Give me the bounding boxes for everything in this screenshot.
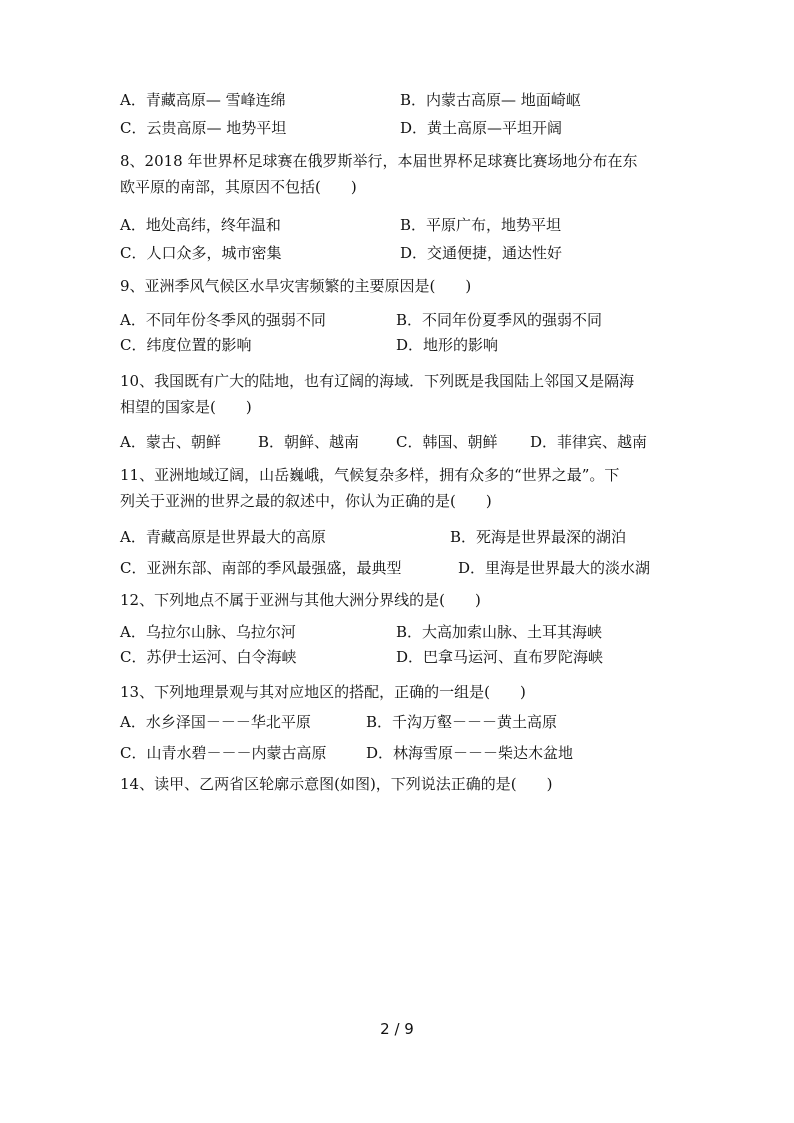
- q11-stem-line1: 11、亚洲地域辽阔，山岳巍峨，气候复杂多样，拥有众多的“世界之最”。下: [120, 466, 620, 484]
- q11-option-d: D．里海是世界最大的淡水湖: [458, 559, 651, 577]
- q14-stem: 14、读甲、乙两省区轮廓示意图(如图)，下列说法正确的是( ): [120, 775, 553, 793]
- q7-option-a: A．青藏高原— 雪峰连绵: [120, 91, 286, 109]
- q12-option-b: B．大高加索山脉、土耳其海峡: [396, 623, 603, 641]
- q8-option-a: A．地处高纬，终年温和: [120, 216, 281, 234]
- q12-option-c: C．苏伊士运河、白令海峡: [120, 648, 297, 666]
- q9-stem: 9、亚洲季风气候区水旱灾害频繁的主要原因是( ): [120, 277, 472, 295]
- q12-option-a: A．乌拉尔山脉、乌拉尔河: [120, 623, 296, 641]
- q13-option-d: D．林海雪原－－－柴达木盆地: [366, 744, 574, 762]
- q8-stem-line1: 8、2018 年世界杯足球赛在俄罗斯举行，本届世界杯足球赛比赛场地分布在东: [120, 152, 638, 170]
- q8-option-d: D．交通便捷，通达性好: [400, 244, 563, 262]
- q10-option-a: A．蒙古、朝鲜: [120, 433, 221, 451]
- q10-option-c: C．韩国、朝鲜: [396, 433, 498, 451]
- q8-stem-line2: 欧平原的南部，其原因不包括( ): [120, 178, 357, 196]
- q13-option-c: C．山青水碧－－－内蒙古高原: [120, 744, 327, 762]
- q8-option-b: B．平原广布，地势平坦: [400, 216, 562, 234]
- q7-option-d: D．黄土高原—平坦开阔: [400, 119, 563, 137]
- q11-stem-line2: 列关于亚洲的世界之最的叙述中，你认为正确的是( ): [120, 492, 492, 510]
- q9-option-a: A．不同年份冬季风的强弱不同: [120, 311, 326, 329]
- q9-option-d: D．地形的影响: [396, 336, 499, 354]
- q10-stem-line1: 10、我国既有广大的陆地，也有辽阔的海域．下列既是我国陆上邻国又是隔海: [120, 372, 635, 390]
- page-number: 2 / 9: [380, 1020, 414, 1038]
- q12-stem: 12、下列地点不属于亚洲与其他大洲分界线的是( ): [120, 591, 481, 609]
- q10-option-b: B．朝鲜、越南: [258, 433, 360, 451]
- q10-stem-line2: 相望的国家是( ): [120, 398, 252, 416]
- q7-option-c: C．云贵高原— 地势平坦: [120, 119, 287, 137]
- q10-option-d: D．菲律宾、越南: [530, 433, 648, 451]
- q8-option-c: C．人口众多，城市密集: [120, 244, 282, 262]
- q11-option-c: C．亚洲东部、南部的季风最强盛，最典型: [120, 559, 402, 577]
- q13-option-a: A．水乡泽国－－－华北平原: [120, 713, 311, 731]
- q12-option-d: D．巴拿马运河、直布罗陀海峡: [396, 648, 604, 666]
- q11-option-a: A．青藏高原是世界最大的高原: [120, 528, 326, 546]
- q9-option-c: C．纬度位置的影响: [120, 336, 252, 354]
- q11-option-b: B．死海是世界最深的湖泊: [450, 528, 627, 546]
- q13-option-b: B．千沟万壑－－－黄土高原: [366, 713, 558, 731]
- q13-stem: 13、下列地理景观与其对应地区的搭配，正确的一组是( ): [120, 683, 526, 701]
- q7-option-b: B．内蒙古高原— 地面崎岖: [400, 91, 581, 109]
- q9-option-b: B．不同年份夏季风的强弱不同: [396, 311, 603, 329]
